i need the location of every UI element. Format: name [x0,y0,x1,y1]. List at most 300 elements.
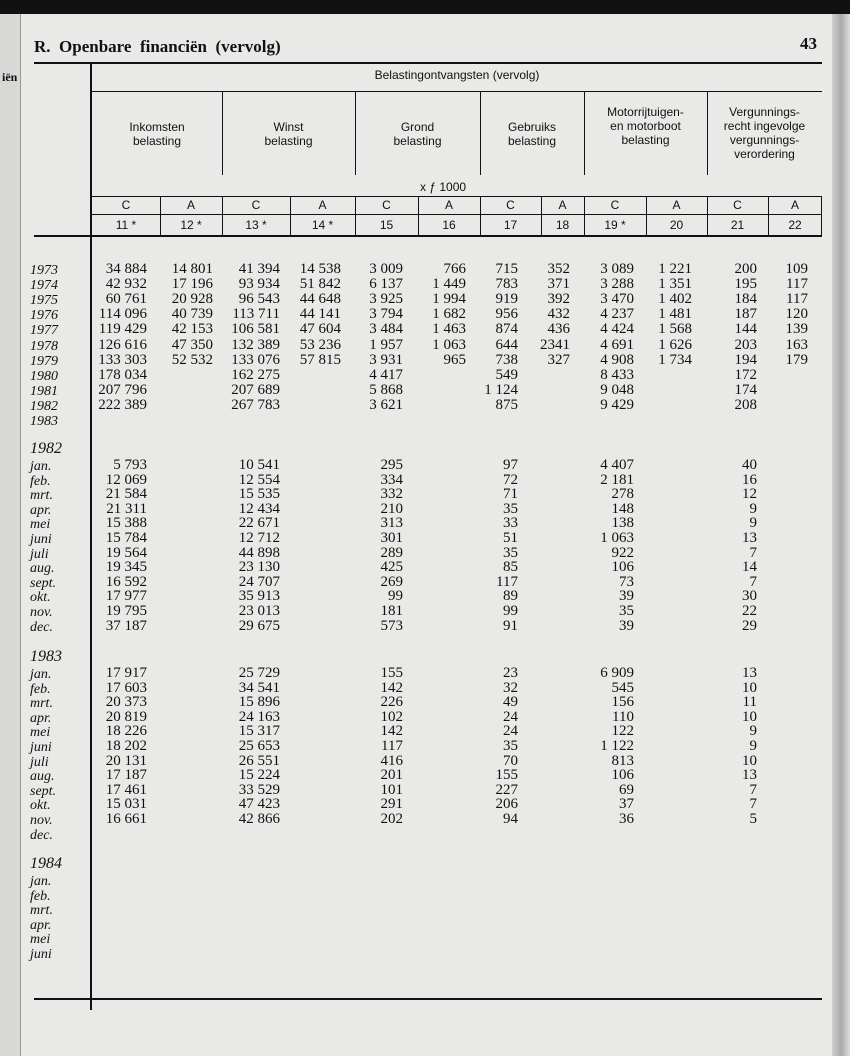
table-cell: 4 424 [600,321,634,338]
table-cell: 33 529 [238,781,280,798]
table-cell: 53 236 [299,336,341,353]
rule-ca-bottom [92,214,822,215]
year-heading: 1984 [30,855,62,872]
ca-label: A [444,198,453,212]
table-cell: 1 734 [658,351,692,368]
row-label: feb. [30,473,51,489]
row-label: apr. [30,917,52,933]
table-cell: 392 [547,291,570,308]
table-cell: 200 [734,261,757,277]
table-cell: 8 433 [600,366,634,383]
table-cell: 40 739 [171,306,213,323]
year-heading: 1982 [30,440,62,457]
table-cell: 352 [547,261,570,277]
table-cell: 12 [742,486,757,503]
table-cell: 109 [785,261,808,277]
table-cell: 178 034 [98,366,147,383]
table-cell: 36 [619,811,634,827]
table-cell: 101 [380,781,403,798]
table-cell: 289 [380,544,403,561]
row-label: apr. [30,502,52,518]
table-cell: 9 429 [600,396,634,413]
table-cell: 1 481 [658,306,692,323]
table-cell: 201 [380,767,403,784]
table-cell: 3 484 [369,321,403,338]
group-divider [480,91,481,175]
table-cell: 1 449 [432,276,466,293]
table-cell: 148 [611,500,634,517]
table-cell: 73 [619,573,634,590]
row-label: 1978 [30,338,58,354]
table-cell: 3 925 [369,291,403,308]
row-label: aug. [30,769,55,785]
table-cell: 139 [785,321,808,338]
table-cell: 24 163 [238,708,280,725]
column-number: 21 [730,218,745,232]
table-cell: 14 [742,559,757,576]
column-number: 20 [669,218,684,232]
table-cell: 155 [495,767,518,784]
row-label: mrt. [30,488,53,504]
table-cell: 3 621 [369,396,403,413]
table-cell: 94 [503,811,518,827]
table-cell: 96 543 [238,291,280,308]
column-divider [768,196,769,236]
ca-label: A [186,198,195,212]
table-cell: 1 221 [658,261,692,277]
table-cell: 49 [503,694,518,711]
table-cell: 436 [547,321,570,338]
table-cell: 332 [380,486,403,503]
table-cell: 106 581 [231,321,280,338]
column-number: 19 * [604,218,626,232]
table-cell: 4 237 [600,306,634,323]
table-cell: 20 928 [171,291,213,308]
table-cell: 2 181 [600,471,634,488]
table-cell: 9 [749,738,757,754]
table-cell: 155 [380,665,403,681]
table-cell: 1 957 [369,336,403,353]
table-cell: 126 616 [98,336,147,353]
ca-label: A [318,198,327,212]
table-cell: 208 [734,396,757,413]
row-label: 1974 [30,278,58,294]
table-cell: 30 [742,588,757,605]
column-number: 12 * [180,218,202,232]
row-label: 1982 [30,398,58,414]
table-cell: 51 842 [299,276,341,293]
table-cell: 21 584 [105,486,147,503]
row-label: sept. [30,783,57,799]
table-cell: 35 [619,603,634,619]
column-group-label: Grond belasting [393,120,442,148]
group-divider [707,91,708,175]
table-cell: 179 [785,351,808,368]
table-cell: 132 389 [231,336,280,353]
table-cell: 3 288 [600,276,634,293]
table-cell: 142 [380,723,403,740]
table-cell: 425 [380,559,403,576]
table-cell: 1 063 [600,530,634,546]
table-cell: 1 402 [658,291,692,308]
table-cell: 1 682 [432,306,466,323]
table-cell: 919 [495,291,518,308]
column-number: 16 [442,218,456,232]
table-cell: 738 [495,351,518,368]
column-group-label: Inkomsten belasting [129,120,185,148]
table-cell: 40 [742,457,757,473]
ca-label: A [672,198,681,212]
row-label: jan. [30,874,52,889]
row-label: juni [30,740,52,755]
row-label: sept. [30,575,57,591]
table-cell: 52 532 [171,351,213,368]
table-cell: 9 048 [600,381,634,398]
table-cell: 34 884 [105,261,147,277]
table-cell: 106 [611,559,634,576]
table-cell: 119 429 [98,321,147,338]
unit-label: x ƒ 1000 [420,180,467,194]
table-cell: 133 303 [98,351,147,368]
table-cell: 35 913 [238,588,280,605]
table-cell: 549 [495,366,518,383]
table-cell: 34 541 [238,679,280,696]
table-cell: 15 896 [238,694,280,711]
table-cell: 122 [611,723,634,740]
column-divider [584,196,585,236]
table-cell: 32 [503,679,518,696]
table-cell: 545 [611,679,634,696]
column-number: 13 * [245,218,267,232]
row-label: okt. [30,798,51,814]
table-cell: 17 187 [105,767,147,784]
table-cell: 93 934 [238,276,280,293]
table-cell: 117 [786,291,808,308]
table-cell: 35 [503,738,518,754]
row-label: apr. [30,710,52,726]
table-cell: 25 653 [238,738,280,754]
table-cell: 7 [749,573,757,590]
column-divider [355,196,356,236]
ca-label: C [506,198,515,212]
table-cell: 174 [734,381,757,398]
table-cell: 416 [380,752,403,769]
table-cell: 1 122 [600,738,634,754]
rule-header-bottom [34,235,822,237]
table-cell: 6 909 [600,665,634,681]
column-divider [707,196,708,236]
table-cell: 10 [742,679,757,696]
table-cell: 12 712 [238,530,280,546]
table-cell: 15 388 [105,515,147,532]
table-cell: 203 [734,336,757,353]
table-cell: 44 648 [299,291,341,308]
table-cell: 17 917 [105,665,147,681]
table-cell: 17 461 [105,781,147,798]
table-cell: 117 [496,573,518,590]
table-cell: 91 [503,617,518,634]
row-label: 1983 [30,414,58,429]
table-cell: 162 275 [231,366,280,383]
table-cell: 37 187 [105,617,147,634]
facing-page-edge [0,14,21,1056]
ca-label: A [790,198,799,212]
table-cell: 715 [495,261,518,277]
rule-top [34,62,822,64]
table-cell: 2341 [540,336,570,353]
row-label: feb. [30,888,51,904]
table-cell: 1 626 [658,336,692,353]
table-cell: 194 [734,351,757,368]
row-label: dec. [30,619,53,635]
table-cell: 3 931 [369,351,403,368]
table-cell: 301 [380,530,403,546]
table-cell: 9 [749,500,757,517]
table-cell: 573 [380,617,403,634]
table-cell: 766 [443,261,466,277]
table-cell: 23 130 [238,559,280,576]
table-cell: 783 [495,276,518,293]
table-cell: 29 675 [238,617,280,634]
table-cell: 3 470 [600,291,634,308]
table-cell: 25 729 [238,665,280,681]
row-label: 1975 [30,293,58,309]
table-cell: 35 [503,500,518,517]
table-cell: 187 [734,306,757,323]
table-cell: 39 [619,617,634,634]
column-divider [222,196,223,236]
column-divider [480,196,481,236]
column-number: 18 [555,218,570,232]
column-divider [290,196,291,236]
table-cell: 117 [786,276,808,293]
row-label: 1976 [30,308,58,324]
table-cell: 210 [380,500,403,517]
table-cell: 17 603 [105,679,147,696]
table-cell: 138 [611,515,634,532]
table-cell: 13 [742,530,757,546]
row-label: mei [30,932,51,948]
table-cell: 26 551 [238,752,280,769]
table-cell: 51 [503,530,518,546]
column-group-label: Gebruiks belasting [507,120,557,148]
ca-label: C [251,198,261,212]
page-number: 43 [800,34,817,53]
table-cell: 4 417 [369,366,403,383]
table-cell: 269 [380,573,403,590]
table-cell: 5 [749,811,757,827]
table-cell: 11 [742,694,757,711]
table-cell: 7 [749,781,757,798]
ca-label: A [558,198,567,212]
column-number: 22 [788,218,802,232]
table-cell: 15 224 [238,767,280,784]
table-cell: 14 538 [299,261,341,277]
table-cell: 19 564 [105,544,147,561]
row-label: dec. [30,827,53,843]
table-cell: 47 350 [171,336,213,353]
table-cell: 874 [495,321,518,338]
table-cell: 142 [380,679,403,696]
table-cell: 163 [785,336,808,353]
table-cell: 15 784 [105,530,147,546]
table-cell: 24 [503,723,518,740]
table-cell: 97 [503,457,518,473]
table-cell: 18 202 [105,738,147,754]
table-cell: 206 [495,796,518,813]
table-cell: 6 137 [369,276,403,293]
table-cell: 9 [749,723,757,740]
table-cell: 29 [742,617,757,634]
table-cell: 181 [380,603,403,619]
column-number: 17 [503,218,518,232]
table-cell: 16 661 [105,811,147,827]
row-label: 1980 [30,368,58,384]
column-group-label: Vergunnings- recht ingevolge vergunnings- verordering [723,105,806,161]
table-cell: 42 932 [105,276,147,293]
row-label: mrt. [30,696,53,712]
column-group-label: Winst belasting [264,120,313,148]
row-label: juli [30,754,49,770]
row-label: juli [30,546,49,562]
table-cell: 37 [619,796,634,813]
table-cell: 47 423 [238,796,280,813]
table-cell: 12 434 [238,500,280,517]
column-divider [541,196,542,236]
row-label: 1973 [30,263,58,278]
table-cell: 110 [612,708,634,725]
column-divider [160,196,161,236]
table-cell: 813 [611,752,634,769]
row-label: nov. [30,605,53,620]
table-cell: 35 [503,544,518,561]
row-label: juni [30,532,52,547]
table-cell: 202 [380,811,403,827]
table-cell: 41 394 [238,261,280,277]
table-cell: 207 796 [98,381,147,398]
table-cell: 19 795 [105,603,147,619]
table-cell: 3 089 [600,261,634,277]
group-divider [222,91,223,175]
page-edge [832,14,850,1056]
ca-label: C [382,198,391,212]
table-cell: 23 [503,665,518,681]
table-cell: 22 [742,603,757,619]
table-cell: 22 671 [238,515,280,532]
year-heading: 1983 [30,648,62,665]
table-cell: 278 [611,486,634,503]
table-cell: 69 [619,781,634,798]
table-cell: 9 [749,515,757,532]
table-cell: 133 076 [231,351,280,368]
column-group-label: Motorrijtuigen- en motorboot belasting [607,105,684,147]
table-cell: 14 801 [171,261,213,277]
row-label: feb. [30,681,51,697]
column-number: 11 * [115,218,137,232]
table-cell: 10 541 [238,457,280,473]
column-divider [418,196,419,236]
table-cell: 327 [547,351,570,368]
table-cell: 1 063 [432,336,466,353]
table-cell: 156 [611,694,634,711]
table-cell: 7 [749,796,757,813]
table-cell: 965 [443,351,466,368]
table-cell: 4 407 [600,457,634,473]
table-cell: 71 [503,486,518,503]
table-cell: 39 [619,588,634,605]
table-cell: 13 [742,767,757,784]
group-divider [355,91,356,175]
table-cell: 16 592 [105,573,147,590]
table-cell: 3 794 [369,306,403,323]
table-cell: 42 866 [238,811,280,827]
table-cell: 3 009 [369,261,403,277]
table-cell: 19 345 [105,559,147,576]
table-cell: 15 535 [238,486,280,503]
table-cell: 70 [503,752,518,769]
column-number: 15 [379,218,394,232]
table-cell: 57 815 [299,351,341,368]
row-label: nov. [30,813,53,828]
table-cell: 432 [547,306,570,323]
table-cell: 295 [380,457,403,473]
row-label: mrt. [30,903,53,919]
table-cell: 20 819 [105,708,147,725]
table-cell: 24 707 [238,573,280,590]
table-cell: 113 711 [232,306,280,323]
table-cell: 4 908 [600,351,634,368]
table-cell: 17 977 [105,588,147,605]
row-label: jan. [30,459,52,474]
table-cell: 85 [503,559,518,576]
row-label: 1981 [30,383,58,399]
table-cell: 371 [547,276,570,293]
table-cell: 334 [380,471,403,488]
table-cell: 207 689 [231,381,280,398]
table-cell: 72 [503,471,518,488]
table-cell: 644 [495,336,518,353]
rule-ca-top [92,196,822,197]
table-cell: 114 096 [98,306,147,323]
table-cell: 89 [503,588,518,605]
table-cell: 1 463 [432,321,466,338]
row-label: 1979 [30,353,58,369]
column-divider [646,196,647,236]
facing-page-text: iën [2,70,18,84]
table-cell: 5 868 [369,381,403,398]
table-cell: 195 [734,276,757,293]
table-cell: 16 [742,471,757,488]
scan-border [0,0,850,14]
table-cell: 922 [611,544,634,561]
ca-label: C [610,198,620,212]
table-cell: 18 226 [105,723,147,740]
table-cell: 44 898 [238,544,280,561]
table-cell: 33 [503,515,518,532]
table-cell: 1 994 [432,291,466,308]
table-cell: 10 [742,752,757,769]
table-cell: 12 554 [238,471,280,488]
table-cell: 60 761 [105,291,147,308]
ca-label: C [733,198,742,212]
table-cell: 15 317 [238,723,280,740]
table-cell: 15 031 [105,796,147,813]
table-cell: 7 [749,544,757,561]
table-cell: 172 [734,366,757,383]
table-cell: 1 124 [484,381,518,398]
rule-group [92,91,822,92]
table-cell: 5 793 [113,457,147,473]
